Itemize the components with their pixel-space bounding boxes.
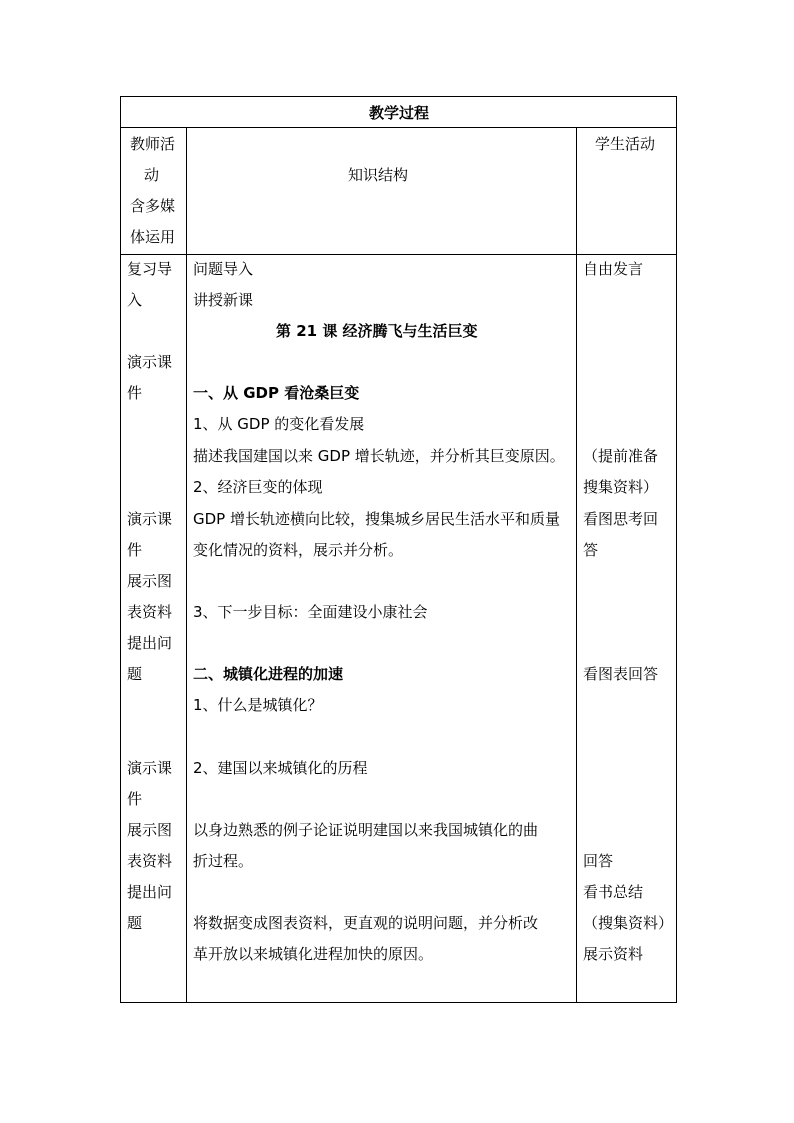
content-line: 1、什么是城镇化？ bbox=[193, 696, 323, 714]
header-teacher-line-1: 教师活 bbox=[130, 135, 176, 153]
teacher-demo3-2: 件 bbox=[127, 790, 143, 808]
table-border-top bbox=[120, 96, 677, 97]
teacher-demo2-5: 提出问 bbox=[127, 634, 173, 652]
table-title: 教学过程 bbox=[369, 104, 430, 122]
content-line: 以身边熟悉的例子论证说明建国以来我国城镇化的曲 bbox=[193, 821, 539, 839]
header-student: 学生活动 bbox=[595, 135, 656, 153]
content-line: 变化情况的资料，展示并分析。 bbox=[193, 541, 404, 559]
student-activity: 看书总结 bbox=[583, 883, 644, 901]
content-line: 2、建国以来城镇化的历程 bbox=[193, 759, 368, 777]
section-heading-2: 二、城镇化进程的加速 bbox=[193, 665, 344, 683]
section-heading-1: 一、从 GDP 看沧桑巨变 bbox=[193, 384, 360, 402]
table-border-right bbox=[676, 96, 677, 1003]
lesson-title: 第 21 课 经济腾飞与生活巨变 bbox=[276, 322, 478, 340]
header-knowledge: 知识结构 bbox=[348, 166, 409, 184]
content-line: 描述我国建国以来 GDP 增长轨迹，并分析其巨变原因。 bbox=[193, 447, 565, 465]
student-activity: 答 bbox=[583, 541, 599, 559]
student-activity: 搜集资料） bbox=[583, 478, 659, 496]
student-activity: 看图表回答 bbox=[583, 665, 659, 683]
column-divider-2 bbox=[576, 127, 577, 1003]
student-activity: 回答 bbox=[583, 852, 614, 870]
header-teacher-line-4: 体运用 bbox=[130, 228, 176, 246]
teacher-demo2-4: 表资料 bbox=[127, 603, 173, 621]
header-teacher-line-2: 动 bbox=[144, 166, 160, 184]
teacher-demo2-1: 演示课 bbox=[127, 510, 173, 528]
student-activity: 展示资料 bbox=[583, 945, 644, 963]
teacher-demo3-5: 提出问 bbox=[127, 883, 173, 901]
table-border-left bbox=[120, 96, 121, 1003]
student-activity: （搜集资料） bbox=[583, 914, 674, 932]
content-line: 3、下一步目标：全面建设小康社会 bbox=[193, 603, 428, 621]
teacher-review-1: 复习导 bbox=[127, 260, 173, 278]
teacher-demo2-6: 题 bbox=[127, 665, 143, 683]
teacher-demo1-2: 件 bbox=[127, 384, 143, 402]
student-activity: 自由发言 bbox=[583, 260, 644, 278]
table-border-bottom bbox=[120, 1002, 677, 1003]
teacher-demo3-4: 表资料 bbox=[127, 852, 173, 870]
student-activity: （提前准备 bbox=[583, 447, 659, 465]
content-line: 2、经济巨变的体现 bbox=[193, 478, 323, 496]
content-question-intro: 问题导入 bbox=[193, 260, 254, 278]
teacher-demo2-2: 件 bbox=[127, 541, 143, 559]
teacher-demo3-1: 演示课 bbox=[127, 759, 173, 777]
content-line: 折过程。 bbox=[193, 852, 254, 870]
teacher-review-2: 入 bbox=[127, 291, 143, 309]
teacher-demo1-1: 演示课 bbox=[127, 353, 173, 371]
teacher-demo2-3: 展示图 bbox=[127, 572, 173, 590]
student-activity: 看图思考回 bbox=[583, 510, 659, 528]
content-new-lesson: 讲授新课 bbox=[193, 291, 254, 309]
teacher-demo3-6: 题 bbox=[127, 914, 143, 932]
column-divider-1 bbox=[186, 127, 187, 1003]
header-teacher-line-3: 含多媒 bbox=[130, 197, 176, 215]
teacher-demo3-3: 展示图 bbox=[127, 821, 173, 839]
content-line: 1、从 GDP 的变化看发展 bbox=[193, 415, 365, 433]
content-line: GDP 增长轨迹横向比较，搜集城乡居民生活水平和质量 bbox=[193, 510, 560, 528]
content-line: 将数据变成图表资料，更直观的说明问题，并分析改 bbox=[193, 914, 539, 932]
content-line: 革开放以来城镇化进程加快的原因。 bbox=[193, 945, 434, 963]
